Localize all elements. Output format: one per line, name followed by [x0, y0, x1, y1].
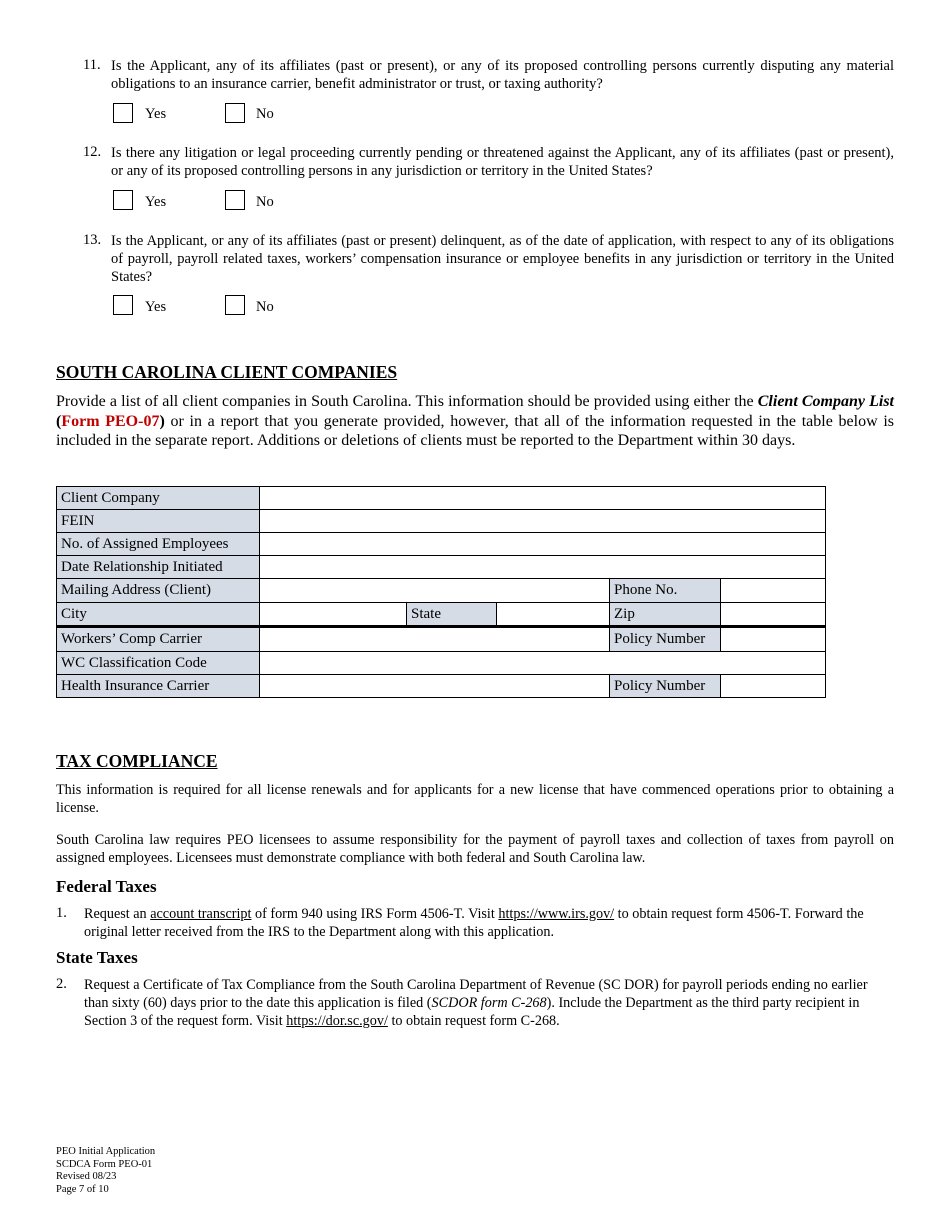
no-label: No [256, 106, 274, 122]
page-footer [56, 1146, 155, 1196]
account-transcript-link[interactable]: account transcript [150, 906, 252, 922]
form-reference: SCDOR form C-268 [431, 995, 547, 1011]
question-number: 13. [83, 232, 102, 248]
mailing-address-field[interactable] [259, 578, 610, 603]
text: ). Include the Department as the third party recipient in Section 3 of the request form. Visit [84, 995, 860, 1029]
city-field[interactable] [259, 602, 407, 628]
text: of form 940 using IRS Form 4506-T. Visit [251, 906, 499, 922]
health-policy-label: Policy Number [609, 674, 721, 698]
city-label: City [56, 602, 260, 628]
date-initiated-label: Date Relationship Initiated [56, 555, 260, 579]
fein-field[interactable] [259, 509, 826, 533]
assigned-employees-label: No. of Assigned Employees [56, 532, 260, 556]
date-initiated-field[interactable] [259, 555, 826, 579]
paren-close: ) [159, 412, 165, 430]
intro-text-2: or in a report that you generate provided, however, that all of the information requested in the table below is included in the separate report. Additions or deletions of clients must be reported to the Department within 30 days. [56, 412, 895, 450]
federal-taxes-heading: Federal Taxes [56, 877, 157, 896]
assigned-employees-field[interactable] [259, 532, 826, 556]
intro-text: Provide a list of all client companies in South Carolina. This information should be provided using either the [56, 393, 758, 410]
tax-para-2: South Carolina law requires PEO licensees to assume responsibility for the payment of payroll taxes and collection of taxes from payroll on assigned employees. Licensees must demonstrate compliance with both federal and South Carolina law. [56, 832, 894, 866]
wc-carrier-label: Workers’ Comp Carrier [56, 627, 260, 652]
no-checkbox[interactable] [225, 190, 245, 210]
footer-line: PEO Initial Application [56, 1146, 156, 1157]
question-text: Is the Applicant, or any of its affiliates (past or present) delinquent, as of the date of application, with respect to any of its obligations of payroll, payroll related taxes, workers’ compensation insurance or employee benefits in any jurisdiction or territory in the United States? [111, 233, 894, 285]
text: Request a Certificate of Tax Compliance from the South Carolina Department of Revenue (SC DOR) for payroll periods ending no earlier than sixty (60) days prior to the date this application is filed ( [84, 977, 868, 1011]
yes-checkbox[interactable] [113, 190, 133, 210]
page-number: Page 7 of 10 [56, 1183, 109, 1195]
no-label: No [256, 299, 274, 315]
state-item-number: 2. [56, 976, 67, 992]
wc-policy-label: Policy Number [609, 627, 721, 652]
form-code: Form PEO-07 [61, 412, 160, 430]
wc-carrier-field[interactable] [259, 627, 610, 652]
client-company-field[interactable] [259, 486, 826, 510]
wc-policy-field[interactable] [720, 627, 826, 652]
text: to obtain request form C-268. [387, 1013, 560, 1029]
phone-label: Phone No. [609, 578, 721, 603]
scdor-link[interactable]: https://dor.sc.gov/ [286, 1013, 388, 1029]
federal-item-number: 1. [56, 905, 67, 921]
wc-class-code-label: WC Classification Code [56, 651, 260, 675]
client-company-label: Client Company [56, 486, 260, 510]
yes-checkbox[interactable] [113, 295, 133, 315]
tax-compliance-heading: TAX COMPLIANCE [56, 751, 218, 771]
mailing-address-label: Mailing Address (Client) [56, 578, 260, 603]
question-number: 11. [83, 57, 101, 73]
state-label: State [406, 602, 497, 628]
health-carrier-field[interactable] [259, 674, 610, 698]
footer-line: SCDCA Form PEO-01 [56, 1158, 153, 1170]
text: to obtain request form 4506-T. Forward the original letter received from the IRS to the Department along with this application. [84, 906, 864, 940]
question-number: 12. [83, 144, 102, 160]
irs-link[interactable]: https://www.irs.gov/ [498, 906, 615, 922]
wc-class-code-field[interactable] [259, 651, 826, 675]
state-item-text [84, 976, 894, 1030]
no-checkbox[interactable] [225, 103, 245, 123]
yes-label: Yes [145, 299, 167, 315]
form-name: Client Company List [757, 393, 895, 410]
tax-para-1: This information is required for all license renewals and for applicants for a new license that have commenced operations prior to obtaining a license. [56, 782, 894, 816]
client-companies-intro [56, 392, 894, 451]
question-text: Is the Applicant, any of its affiliates (past or present), or any of its proposed controlling persons currently disputing any material obligations to an insurance carrier, benefit administrator or trust, or taxing authority? [111, 58, 894, 92]
yes-label: Yes [145, 194, 167, 210]
fein-label: FEIN [56, 509, 260, 533]
question-text: Is there any litigation or legal proceeding currently pending or threatened against the Applicant, any of its affiliates (past or present), or any of its proposed controlling persons in any jurisdiction or territory in the United States? [111, 145, 894, 179]
no-checkbox[interactable] [225, 295, 245, 315]
state-taxes-heading: State Taxes [56, 948, 138, 967]
paren-open: ( [56, 412, 62, 430]
yes-checkbox[interactable] [113, 103, 133, 123]
zip-label: Zip [609, 602, 721, 628]
no-label: No [256, 194, 274, 210]
text: Request an [84, 906, 151, 922]
federal-item-text [84, 905, 894, 941]
health-policy-field[interactable] [720, 674, 826, 698]
health-carrier-label: Health Insurance Carrier [56, 674, 260, 698]
phone-field[interactable] [720, 578, 826, 603]
state-field[interactable] [496, 602, 610, 628]
client-companies-heading: SOUTH CAROLINA CLIENT COMPANIES [56, 362, 398, 382]
footer-line: Revised 08/23 [56, 1171, 117, 1182]
yes-label: Yes [145, 106, 167, 122]
zip-field[interactable] [720, 602, 826, 628]
